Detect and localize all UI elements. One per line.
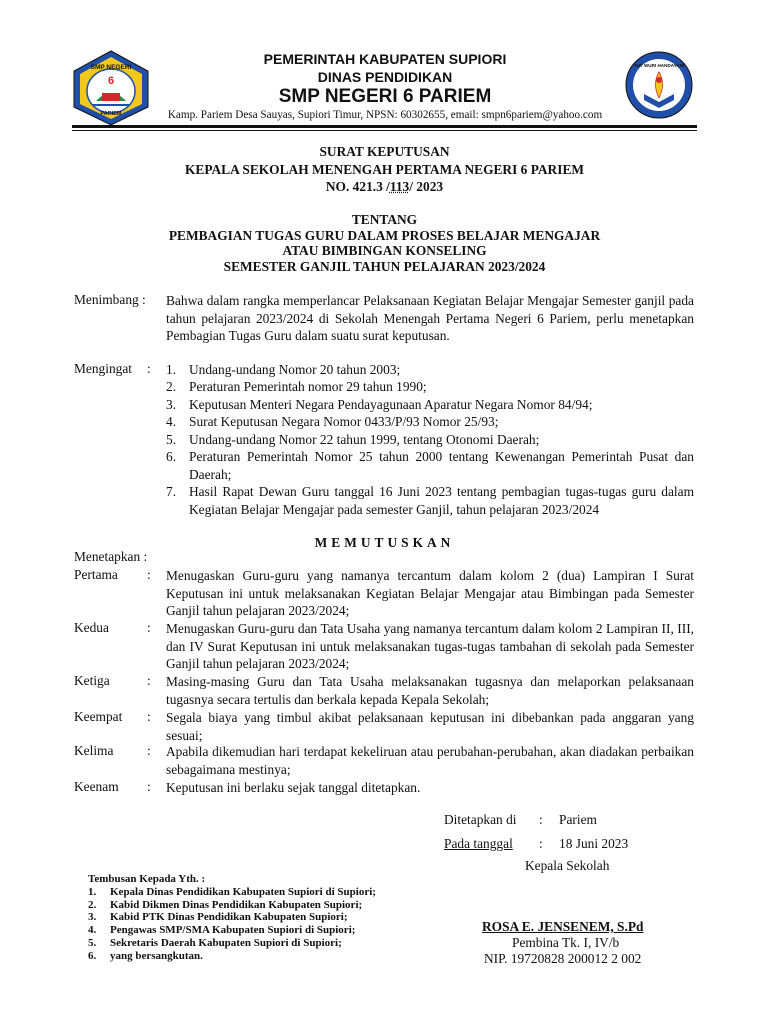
mengingat-item-num: 7. (166, 484, 177, 499)
decision-text: Menugaskan Guru-guru yang namanya tercantum dalam kolom 2 (dua) Lampiran I Surat Keputusan ini untuk melaksanakan Kegiatan Belajar Mengajar atau Bimbingan pada Semester Ganjil tahun pelajaran 2023/2024; (166, 568, 694, 618)
doc-subject-1: PEMBAGIAN TUGAS GURU DALAM PROSES BELAJAR MENGAJAR (168, 228, 601, 243)
place-value: Pariem (559, 812, 597, 827)
mengingat-item-text: Keputusan Menteri Negara Pendayagunaan Aparatur Negara Nomor 84/94; (189, 397, 593, 412)
copies-item (88, 911, 348, 923)
letterhead-rule-thin (72, 130, 697, 131)
logo-left-bottom-text: PARIEM (100, 111, 122, 117)
decision-colon: : (147, 620, 151, 635)
doc-subject-3: SEMESTER GANJIL TAHUN PELAJARAN 2023/2024 (223, 259, 546, 274)
logo-left-top-text: SMP NEGERI (90, 64, 132, 71)
doc-number-prefix: NO. 421.3 / (325, 179, 390, 194)
mengingat-item-num: 3. (166, 397, 177, 412)
copies-item-text: Kabid Dikmen Dinas Pendidikan Kabupaten Supiori; (110, 899, 363, 911)
copies-item (88, 924, 355, 936)
letterhead-office: DINAS PENDIDIKAN (317, 69, 453, 85)
decision-label: Keempat (74, 709, 123, 724)
menimbang-label: Menimbang : (74, 292, 146, 307)
decision-colon: : (147, 743, 151, 758)
mengingat-item-text: Undang-undang Nomor 20 tahun 2003; (189, 362, 401, 377)
mengingat-colon: : (147, 361, 151, 376)
copies-item-num: 2. (88, 899, 97, 911)
doc-issuer: KEPALA SEKOLAH MENENGAH PERTAMA NEGERI 6 PARIEM (184, 162, 585, 177)
date-value: 18 Juni 2023 (559, 836, 629, 851)
copies-item-num: 5. (88, 937, 97, 949)
school-logo (72, 49, 150, 127)
letterhead-school-name: SMP NEGERI 6 PARIEM (278, 86, 492, 107)
signer-name: ROSA E. JENSENEM, S.Pd (482, 919, 644, 934)
decision-colon: : (147, 709, 151, 724)
mengingat-item-text: Peraturan Pemerintah Nomor 25 tahun 2000 tentang Kewenangan Pemerintah Pusat dan Daerah; (189, 449, 694, 482)
copies-item-text: Kepala Dinas Pendidikan Kabupaten Supiori di Supiori; (110, 886, 376, 898)
decision-colon: : (147, 779, 151, 794)
mengingat-item-num: 2. (166, 379, 177, 394)
mengingat-item-num: 5. (166, 432, 177, 447)
mengingat-item-text: Undang-undang Nomor 22 tahun 1999, tentang Otonomi Daerah; (189, 432, 540, 447)
mengingat-item-text: Hasil Rapat Dewan Guru tanggal 16 Juni 2023 tentang pembagian tugas-tugas guru dalam Kegiatan Belajar Mengajar pada semester Ganjil, tahun pelajaran 2023/2024 (189, 484, 694, 517)
mengingat-item-num: 6. (166, 449, 177, 464)
doc-number-suffix: / 2023 (409, 179, 444, 194)
decision-text: Segala biaya yang timbul akibat pelaksanaan keputusan ini dibebankan pada anggaran yang sesuai; (166, 710, 694, 743)
decision-text: Apabila dikemudian hari terdapat kekeliruan atau perubahan-perubahan, akan diadakan perbaikan sebagaimana mestinya; (166, 744, 694, 777)
mengingat-item-text: Peraturan Pemerintah nomor 29 tahun 1990; (189, 379, 427, 394)
mengingat-item-num: 1. (166, 362, 177, 377)
mengingat-label: Mengingat (74, 361, 133, 376)
decision-colon: : (147, 673, 151, 688)
decision-title: MEMUTUSKAN (314, 535, 455, 550)
copies-item (88, 886, 376, 898)
copies-item (88, 937, 342, 949)
letterhead-address: Kamp. Pariem Desa Sauyas, Supiori Timur, NPSN: 60302655, email: smpn6pariem@yahoo.com (167, 109, 603, 121)
doc-about: TENTANG (351, 212, 418, 227)
copies-title: Tembusan Kepada Yth. : (88, 873, 206, 885)
menetapkan-label: Menetapkan : (74, 549, 148, 564)
place-colon: : (539, 812, 543, 827)
logo-right-text: TUT WURI HANDAYANI (633, 63, 685, 68)
signer-nip: NIP. 19720828 200012 2 002 (484, 951, 642, 966)
decision-label: Kelima (74, 743, 114, 758)
letterhead-government: PEMERINTAH KABUPATEN SUPIORI (263, 51, 507, 67)
decision-label: Keenam (74, 779, 119, 794)
doc-number-mid: 113 (389, 179, 410, 194)
copies-item-text: Sekretaris Daerah Kabupaten Supiori di Supiori; (110, 937, 342, 949)
decision-text: Masing-masing Guru dan Tata Usaha melaksanakan tugasnya dan melaporkan pelaksanaan tugasnya secara tertulis dan berkala kepada Kepala Sekolah; (166, 674, 694, 707)
copies-item-text: Kabid PTK Dinas Pendidikan Kabupaten Supiori; (110, 911, 348, 923)
decision-label: Ketiga (74, 673, 110, 688)
signer-rank: Pembina Tk. I, IV/b (512, 935, 620, 950)
copies-item-num: 1. (88, 886, 97, 898)
doc-subject-2: ATAU BIMBINGAN KONSELING (282, 243, 487, 258)
copies-item-num: 3. (88, 911, 97, 923)
copies-item (88, 950, 203, 962)
date-colon: : (539, 836, 543, 851)
copies-item-num: 4. (88, 924, 97, 936)
copies-item-num: 6. (88, 950, 97, 962)
copies-item (88, 899, 362, 911)
logo-left-number: 6 (107, 75, 115, 87)
doc-type: SURAT KEPUTUSAN (319, 144, 450, 159)
mengingat-item-text: Surat Keputusan Negara Nomor 0433/P/93 Nomor 25/93; (189, 414, 499, 429)
letterhead-rule (72, 125, 697, 128)
signer-position: Kepala Sekolah (525, 858, 610, 873)
decision-text: Keputusan ini berlaku sejak tanggal ditetapkan. (166, 780, 421, 795)
decision-label: Pertama (74, 567, 118, 582)
tut-wuri-handayani-logo (624, 50, 694, 120)
menimbang-text: Bahwa dalam rangka memperlancar Pelaksanaan Kegiatan Belajar Mengajar Semester ganjil pada tahun pelajaran 2023/2024 di Sekolah Menengah Pertama Negeri 6 Pariem, perlu menetapkan Pembagian Tugas Guru dalam suatu surat keputusan. (166, 293, 694, 343)
place-label: Ditetapkan di (444, 812, 517, 827)
decision-label: Kedua (74, 620, 109, 635)
copies-item-text: yang bersangkutan. (110, 950, 203, 962)
copies-item-text: Pengawas SMP/SMA Kabupaten Supiori di Supiori; (110, 924, 356, 936)
doc-number (72, 179, 697, 195)
mengingat-item-num: 4. (166, 414, 177, 429)
date-label: Pada tanggal (444, 836, 513, 851)
decision-text: Menugaskan Guru-guru dan Tata Usaha yang namanya tercantum dalam kolom 2 Lampiran II, III, dan IV Surat Keputusan ini untuk melaksanakan tugas-tugas tambahan di sekolah pada Semester Ganjil tahun pelajaran 2023/2024; (166, 621, 694, 671)
decision-colon: : (147, 567, 151, 582)
